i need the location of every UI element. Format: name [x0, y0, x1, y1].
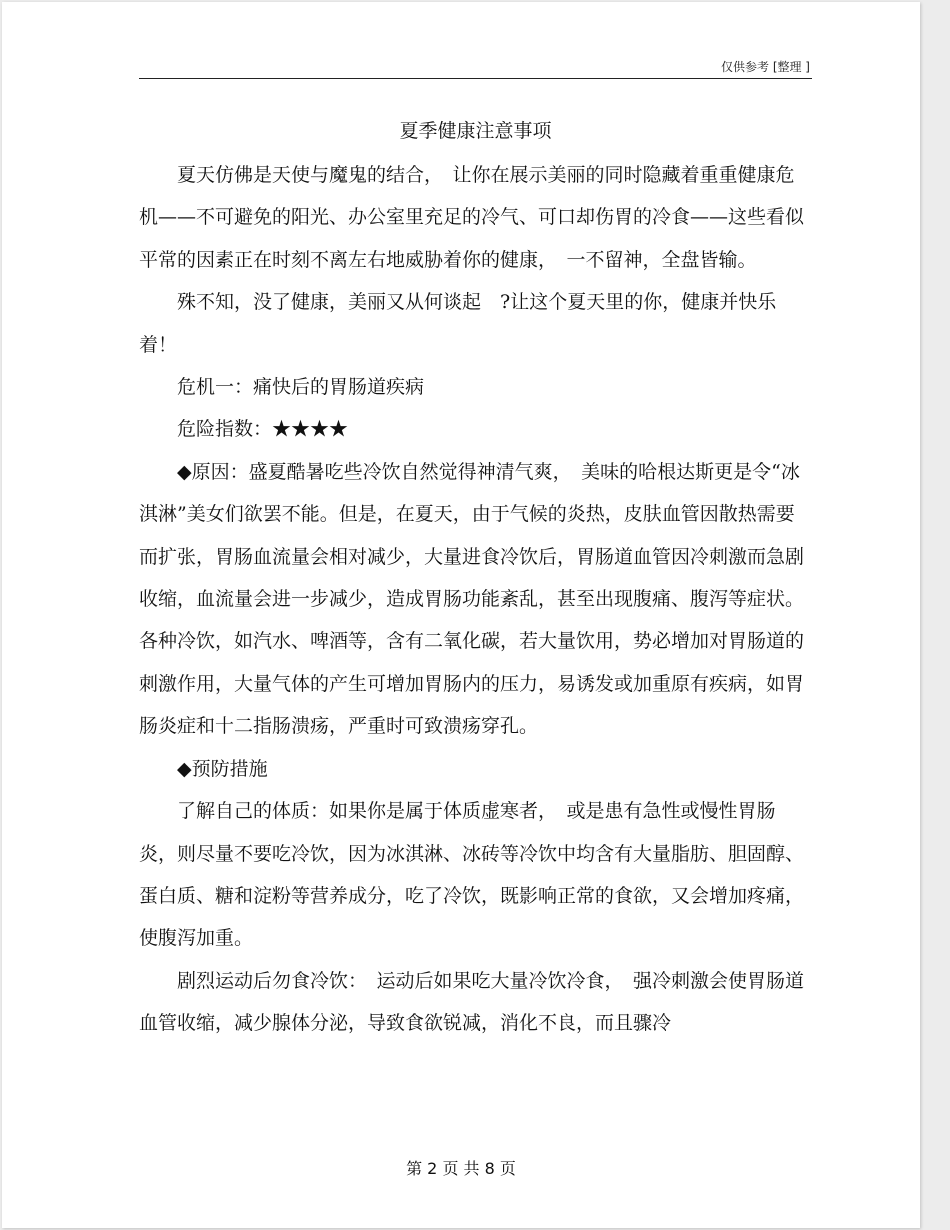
paragraph-question: 殊不知，没了健康，美丽又从何谈起 ?让这个夏天里的你，健康并快乐着！: [139, 291, 777, 356]
document-body: [139, 154, 811, 1045]
paragraph-know-constitution: 了解自己的体质：如果你是属于体质虚寒者， 或是患有急性或慢性胃肠炎，则尽量不要吃冷饮，因为冰淇淋、冰砖等冷饮中均含有大量脂肪、胆固醇、蛋白质、糖和淀粉等营养成分，吃了冷饮，既影响正常的食欲，又会增加疼痛，使腹泻加重。: [139, 800, 805, 950]
paragraph-cause: ◆原因：盛夏酷暑吃些冷饮自然觉得神清气爽， 美味的哈根达斯更是令“冰淇淋”美女们欲罢不能。但是，在夏天，由于气候的炎热，皮肤血管因散热需要而扩张，胃肠血流量会相对减少，大量进食冷饮后，胃肠道血管因冷刺激而急剧收缩，血流量会进一步减少，造成胃肠功能紊乱，甚至出现腹痛、腹泻等症状。各种冷饮，如汽水、啤酒等，含有二氧化碳，若大量饮用，势必增加对胃肠道的刺激作用，大量气体的产生可增加胃肠内的压力，易诱发或加重原有疾病，如胃肠炎症和十二指肠溃疡，严重时可致溃疡穿孔。: [139, 460, 805, 738]
document-title: 夏季健康注意事项: [399, 120, 552, 142]
paragraph-intro: 夏天仿佛是天使与魔鬼的结合， 让你在展示美丽的同时隐藏着重重健康危机——不可避免的阳光、办公室里充足的冷气、可口却伤胃的冷食——这些看似平常的因素正在时刻不离左右地威胁着你的健康， 一不留神，全盘皆输。: [139, 164, 805, 271]
section-heading-crisis-one: 危机一：痛快后的胃肠道疾病: [177, 376, 425, 399]
danger-rating: 危险指数：★★★★: [177, 418, 349, 441]
document-page: [2, 2, 920, 1228]
section-heading-prevention: ◆预防措施: [177, 757, 268, 780]
paragraph-after-exercise: 剧烈运动后勿食冷饮： 运动后如果吃大量冷饮冷食， 强冷刺激会使胃肠道血管收缩，减少腺体分泌，导致食欲锐减，消化不良，而且骤冷: [139, 969, 805, 1035]
header-note: 仅供参考 [整理 ]: [721, 60, 810, 74]
page-number-footer: 第 2 页 共 8 页: [406, 1159, 516, 1178]
header-divider: [139, 78, 812, 79]
